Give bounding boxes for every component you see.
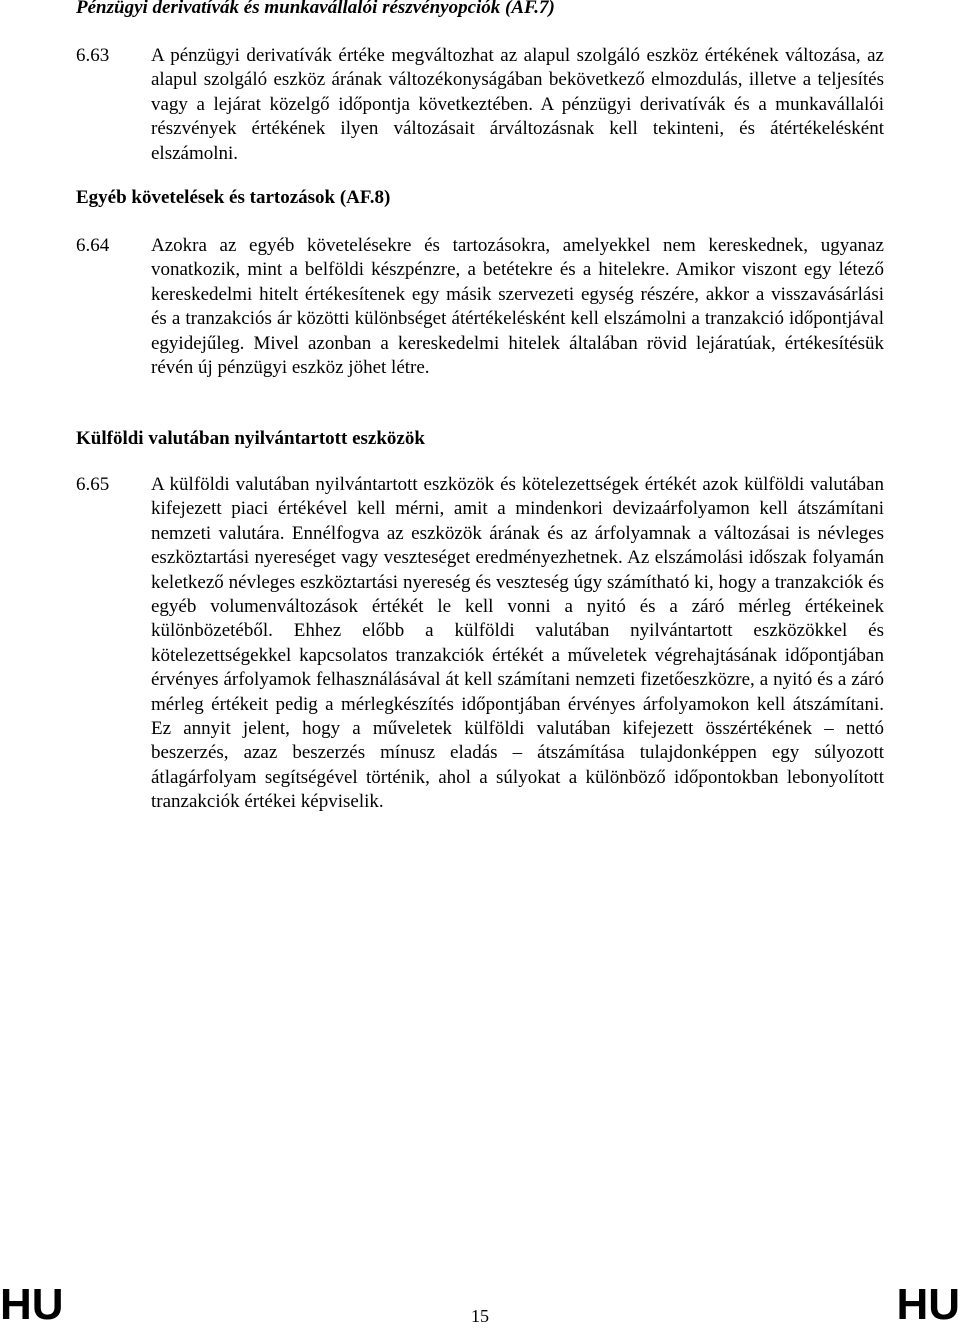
section-heading-foreign-currency: Külföldi valutában nyilvántartott eszközök — [76, 428, 425, 449]
paragraph-6-65: A külföldi valutában nyilvántartott eszközök és kötelezettségek értékét azok külföldi valutában kifejezett piaci értékével kell mérni, amit a mindenkori devizaárfolyamon kell átszámítani nemzeti valutára. Ennélfogva az eszközök árának és az árfolyamnak a változásai is névleges eszköztartási nyereséget vagy veszteséget eredményezhetnek. Az elszámolási időszak folyamán keletkező névleges eszköztartási nyereség és veszteség úgy számítható ki, hogy a tranzakciók és egyéb volumenváltozások értékét le kell vonni a nyitó és a záró mérleg értékeinek különbözetéből. Ehhez előbb a külföldi valutában nyilvántartott eszközökkel és kötelezettségekkel kapcsolatos tranzakciók értékét a műveletek végrehajtásának időpontjában érvényes árfolyamok felhasználásával át kell számítani nemzeti fizetőeszközre, a nyitó és a záró mérleg értékeit pedig a mérlegkészítés időpontjában érvényes árfolyamokon kell átszámítani. Ez annyit jelent, hogy a műveletek külföldi valutában kifejezett összértékének – nettó beszerzés, azaz beszerzés mínusz eladás – átszámítása tulajdonképpen egy súlyozott átlagárfolyam segítségével történik, ahol a súlyokat a különböző időpontokban lebonyolított tranzakciók értékei képviselik. — [151, 474, 884, 813]
paragraph-number-6-65: 6.65 — [76, 474, 110, 495]
page-number: 15 — [471, 1306, 489, 1326]
paragraph-number-6-64: 6.64 — [76, 235, 110, 256]
paragraph-number-6-63: 6.63 — [76, 45, 110, 66]
paragraph-6-64: Azokra az egyéb követelésekre és tartozásokra, amelyekkel nem kereskednek, ugyanaz vonatkozik, mint a belföldi készpénzre, a betétekre és a hitelekre. Amikor viszont egy létező kereskedelmi hitelt értékesítenek egy másik szervezeti egység részére, akkor a visszavásárlási és a tranzakciós ár közötti különbséget átértékelésként kell elszámolni a tranzakció időpontjával egyidejűleg. Mivel azonban a kereskedelmi hitelek általában rövid lejáratúak, értékesítésük révén új pénzügyi eszköz jöhet létre. — [151, 235, 884, 379]
footer-language-right: HU — [896, 1280, 960, 1329]
footer-language-left: HU — [0, 1280, 64, 1329]
paragraph-6-63: A pénzügyi derivatívák értéke megváltozhat az alapul szolgáló eszköz értékének változása, az alapul szolgáló eszköz árának változékonyságában bekövetkező elmozdulás, illetve a teljesítés vagy a lejárat közelgő időpontja következtében. A pénzügyi derivatívák és a munkavállalói részvények értékének ilyen változásait árváltozásnak kell tekinteni, és átértékelésként elszámolni. — [151, 45, 884, 164]
section-heading-af8: Egyéb követelések és tartozások (AF.8) — [76, 187, 391, 208]
section-heading-af7: Pénzügyi derivatívák és munkavállalói részvényopciók (AF.7) — [76, 0, 555, 18]
